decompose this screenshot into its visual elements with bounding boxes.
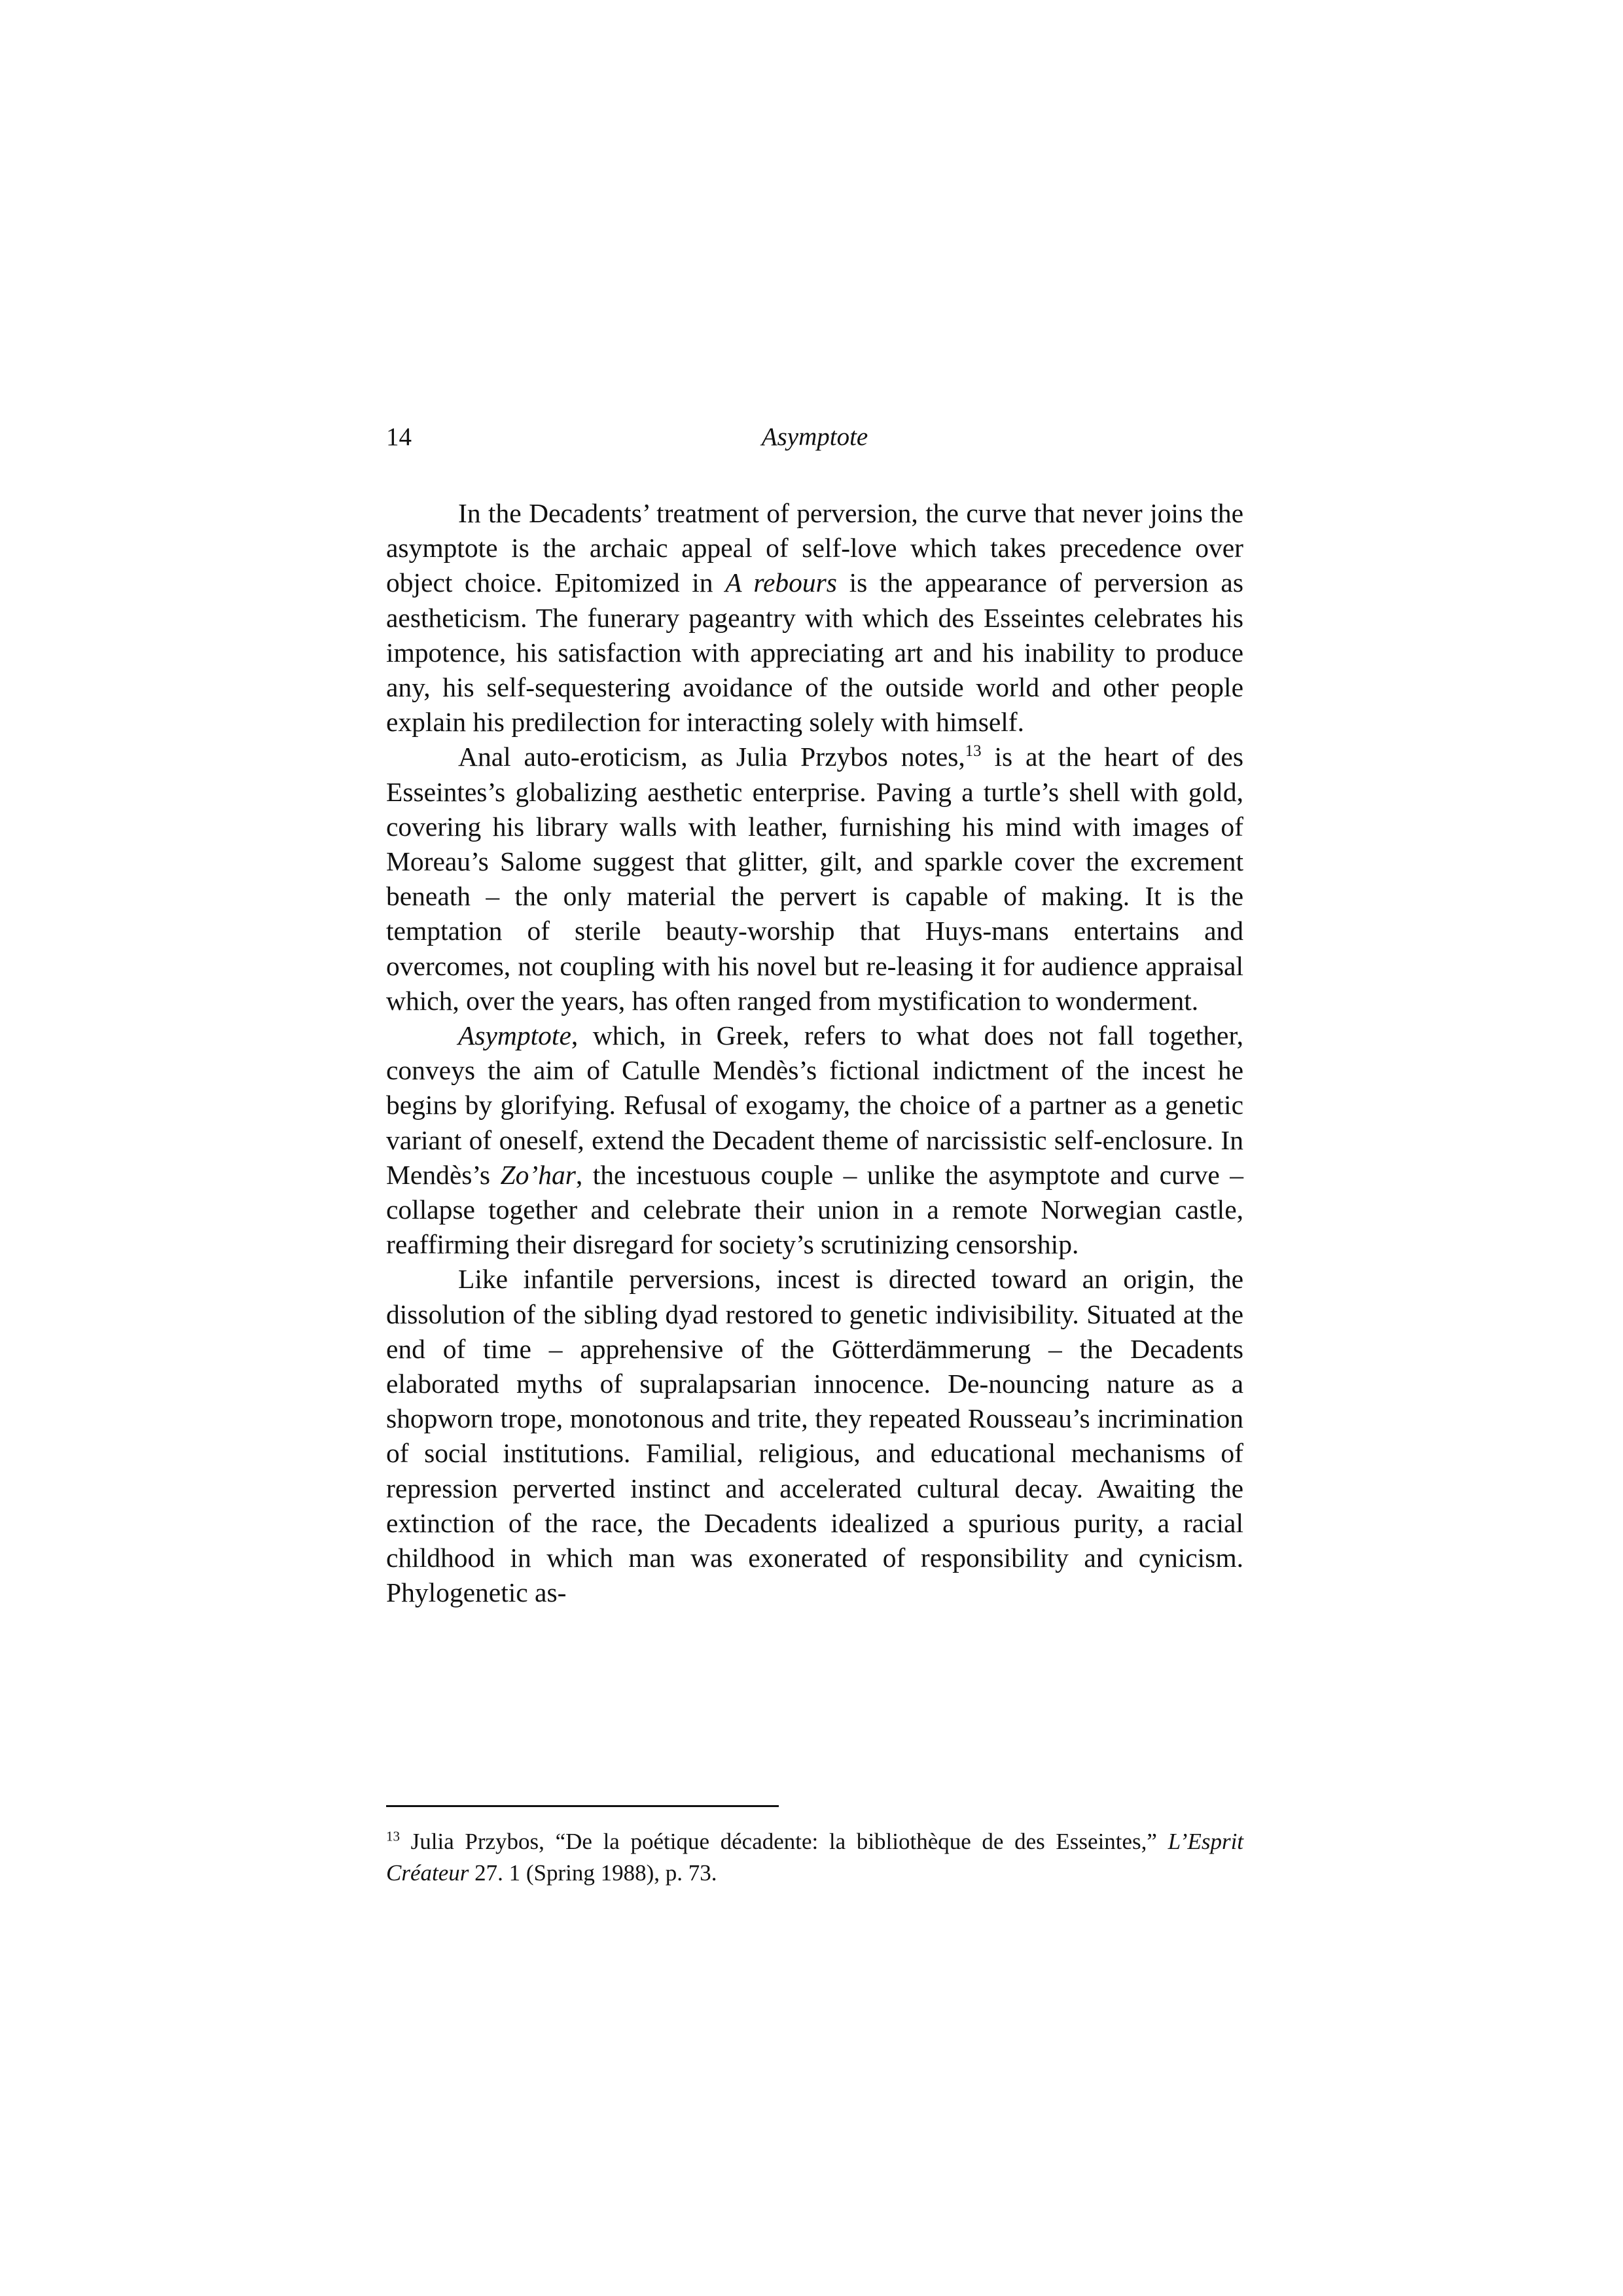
footnote [386, 1826, 1243, 1889]
page-number: 14 [386, 423, 412, 451]
paragraph-3-text-a: , which, in Greek, refers to what does not fall together, conveys the aim of Catulle Mendès’s fictional indictment of the incest he begins by glorifying. Refusal of exogamy, the choice of a partner as a genetic variant of oneself, extend the Decadent theme of narcissistic self-enclosure. In Mendès’s [386, 1020, 1243, 1190]
italic-asymptote: Asymptote [458, 1020, 571, 1051]
body-text [386, 496, 1243, 1611]
paragraph-1-rest: is the appearance of perversion as aestheticism. The funerary pageantry with which des Esseintes celebrates his impotence, his satisfaction with appreciating art and his inability to produce any, his self-sequestering avoidance of the outside world and other people explain his predilection for interacting solely with himself. [386, 567, 1243, 738]
footnote-13 [386, 1826, 1243, 1889]
footnote-ref-13[interactable]: 13 [965, 742, 982, 761]
footnote-divider [386, 1805, 779, 1807]
paragraph-3 [386, 1018, 1243, 1262]
paragraph-4 [386, 1262, 1243, 1610]
italic-title-a-rebours: A rebours [725, 567, 837, 598]
running-title: Asymptote [761, 423, 868, 451]
paragraph-2-text-a: Anal auto-eroticism, as Julia Przybos notes, [458, 742, 965, 772]
paragraph-3-text-b: , the incestuous couple – unlike the asymptote and curve – collapse together and celebrate their union in a remote Norwegian castle, reaffirming their disregard for society’s scrutinizing censorship. [386, 1159, 1244, 1260]
paragraph-1-text: In the Decadents’ treatment of perversion, the curve that never joins the asymptote is the archaic appeal of self-love which takes precedence over object choice. Epitomized in [386, 498, 1243, 598]
paragraph-2-text-b: is at the heart of des Esseintes’s globalizing aesthetic enterprise. Paving a turtle’s shell with gold, covering his library walls with leather, furnishing his mind with images of Moreau’s Salome suggest that glitter, gilt, and sparkle cover the excrement beneath – the only material the pervert is capable of making. It is the temptation of sterile beauty-worship that Huys-mans entertains and overcomes, not coupling with his novel but re-leasing it for audience appraisal which, over the years, has often ranged from mystification to wonderment. [386, 742, 1243, 1016]
paragraph-2 [386, 740, 1243, 1018]
paragraph-4-text: Like infantile perversions, incest is directed toward an origin, the dissolution of the sibling dyad restored to genetic indivisibility. Situated at the end of time – apprehensive of the Götterdämmerung – the Decadents elaborated myths of supralapsarian innocence. De-nouncing nature as a shopworn trope, monotonous and trite, they repeated Rousseau’s incrimination of social institutions. Familial, religious, and educational mechanisms of repression perverted instinct and accelerated cultural decay. Awaiting the extinction of the race, the Decadents idealized a spurious purity, a racial childhood in which man was exonerated of responsibility and cynicism. Phylogenetic as- [386, 1264, 1243, 1608]
footnote-journal: L’Esprit Créateur [386, 1829, 1244, 1886]
footnote-text: Julia Przybos, “De la poétique décadente: la bibliothèque de des Esseintes,” [410, 1829, 1157, 1854]
italic-title-zohar: Zo’har [500, 1159, 576, 1190]
paragraph-1 [386, 496, 1243, 740]
page-header [386, 422, 1243, 461]
footnote-citation: 27. 1 (Spring 1988), p. 73. [474, 1860, 717, 1886]
footnote-number: 13 [386, 1828, 400, 1844]
